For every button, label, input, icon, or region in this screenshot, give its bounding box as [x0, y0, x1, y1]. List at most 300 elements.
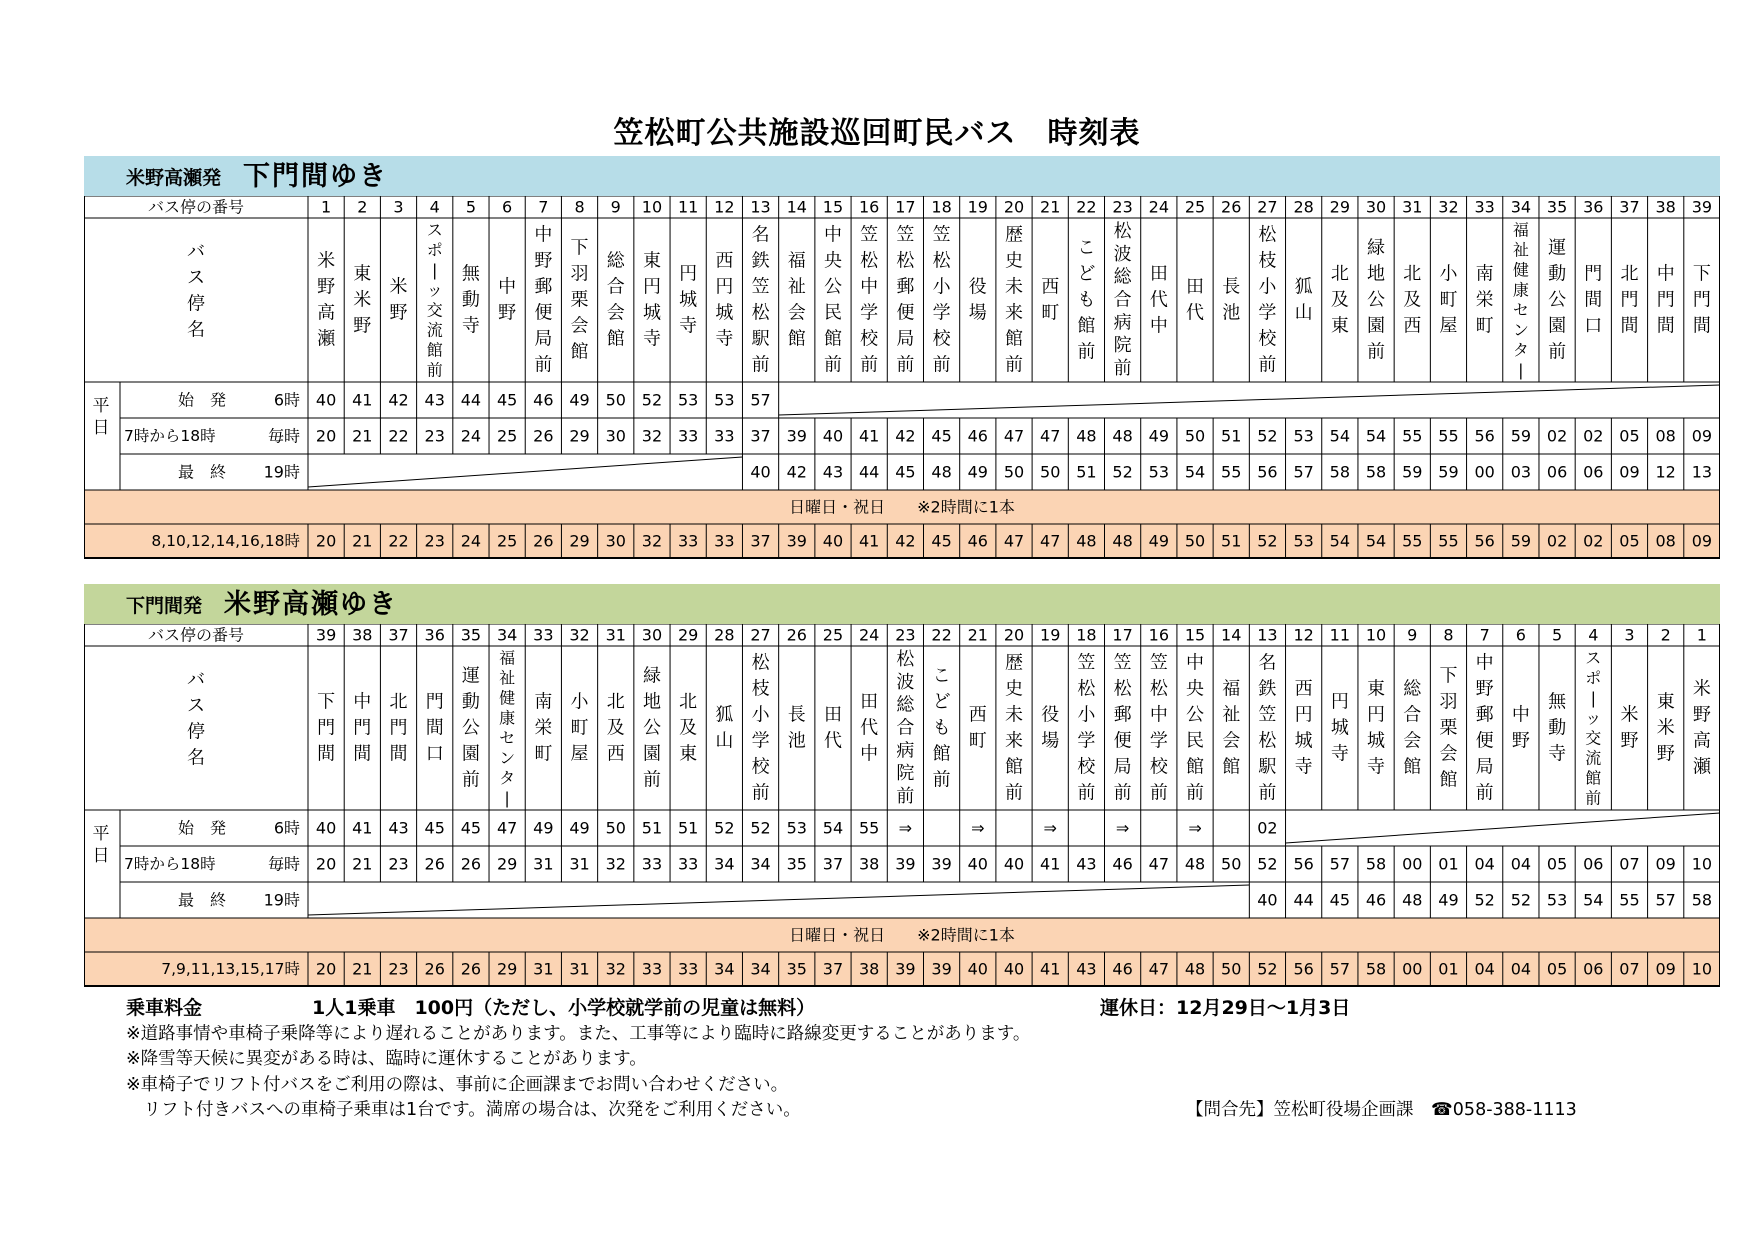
first-bus-time: 42 [388, 390, 409, 410]
holiday-time: 31 [569, 959, 590, 979]
stop-name-char: 松 [896, 250, 915, 272]
holiday-time: 55 [1438, 531, 1459, 551]
stop-name-char: 門 [1584, 263, 1603, 285]
stop-name-char: 校 [751, 756, 770, 778]
stop-name-char: 野 [1656, 743, 1675, 765]
stop-name [1005, 225, 1023, 376]
hourly-time: 47 [1003, 426, 1025, 446]
stop-number: 19 [967, 197, 988, 217]
stop-name-char: 校 [860, 328, 879, 350]
stop-name-char: 中 [1475, 652, 1494, 674]
stop-name-char: 瀬 [317, 328, 336, 350]
last-bus-time: 58 [1691, 890, 1713, 910]
stop-name-char: 下 [1692, 263, 1711, 285]
last-bus-time: 46 [1365, 890, 1387, 910]
stop-number: 36 [1583, 197, 1604, 217]
hourly-time: 58 [1365, 854, 1387, 874]
timetable-grid [84, 624, 1720, 1006]
stop-name-char: 屋 [1439, 315, 1458, 337]
stop-name [1114, 653, 1133, 804]
stop-name-char: 田 [1186, 276, 1205, 298]
stop-name-char: 前 [426, 360, 443, 380]
hourly-time: 41 [858, 426, 880, 446]
stop-name-char: 円 [679, 263, 698, 285]
stop-name-char: 無 [461, 263, 480, 285]
first-bus-time: 50 [605, 390, 626, 410]
first-bus-time: 41 [352, 390, 373, 410]
stop-name-char: 祉 [787, 276, 806, 298]
stop-name-char: 前 [823, 354, 842, 376]
last-bus-label: 最 終 [177, 890, 227, 910]
last-bus-time: 51 [1076, 462, 1097, 482]
stop-name [390, 692, 408, 765]
stop-name [896, 225, 915, 376]
stop-name-char: 長 [787, 704, 806, 726]
stop-name-char: 園 [1548, 315, 1567, 337]
stop-number: 33 [533, 625, 554, 645]
stop-name-char: 館 [1222, 756, 1241, 778]
stop-name-char: 野 [1475, 678, 1494, 700]
stop-number: 20 [1003, 625, 1025, 645]
stop-name [1295, 679, 1313, 778]
stop-name-char: 米 [389, 276, 408, 298]
stop-name-char: 前 [1005, 782, 1023, 804]
stop-name-char: 小 [932, 276, 951, 298]
hourly-time: 04 [1474, 854, 1495, 874]
stop-name-char: 館 [823, 328, 842, 350]
hourly-time: 32 [605, 854, 626, 874]
stop-name-char: 間 [389, 743, 408, 765]
hourly-time: 48 [1076, 426, 1097, 446]
holiday-time: 42 [895, 531, 916, 551]
stop-name-char: 会 [787, 302, 806, 324]
stop-name-char: タ [499, 768, 516, 788]
holiday-time: 01 [1438, 959, 1459, 979]
holiday-time: 45 [931, 531, 952, 551]
stop-name-char: 学 [932, 302, 951, 324]
hourly-time: 56 [1474, 426, 1495, 446]
stop-name-char: 中 [353, 691, 372, 713]
stop-name-char: 緑 [1367, 237, 1386, 259]
stop-name [571, 238, 589, 363]
stop-name-char: 代 [1149, 289, 1168, 311]
stop-name [1186, 653, 1204, 804]
stop-name-char: 合 [1113, 289, 1132, 311]
stop-name-char: 北 [1330, 263, 1349, 285]
holiday-time: 52 [1257, 531, 1278, 551]
last-bus-time: 57 [1655, 890, 1676, 910]
holiday-time: 04 [1474, 959, 1495, 979]
stop-name [1620, 264, 1638, 337]
stop-number: 9 [1407, 625, 1418, 645]
stop-name-char: 東 [353, 263, 372, 285]
stop-name-char: 笠 [860, 224, 879, 246]
stop-name-char: 円 [1294, 704, 1313, 726]
stop-name-char: 健 [499, 688, 516, 708]
stop-name-char: 会 [1222, 730, 1241, 752]
fare-price: 1人1乗車 100円（ただし、小学校就学前の児童は無料） [312, 997, 816, 1019]
first-bus-time: ⇒ [1115, 818, 1130, 838]
holiday-time: 05 [1546, 959, 1568, 979]
hourly-time: 46 [1112, 854, 1133, 874]
route-header-band [84, 156, 1720, 196]
hourly-time: 10 [1691, 854, 1713, 874]
stop-number: 5 [465, 197, 477, 217]
stop-name-char: 城 [1294, 730, 1313, 752]
stop-name-char: 笠 [1113, 652, 1132, 674]
holiday-time: 26 [460, 959, 482, 979]
note-line: リフト付きバスへの車椅子乗車は1台です。満席の場合は、次発をご利用ください。 [126, 1100, 801, 1120]
stop-name-char: 間 [425, 717, 444, 739]
first-bus-time: 55 [858, 818, 880, 838]
stop-name-char: 鉄 [1258, 678, 1277, 700]
stop-name-char: 前 [751, 354, 770, 376]
last-bus-time: 49 [967, 462, 988, 482]
hourly-time: 31 [533, 854, 554, 874]
stop-name-char: 城 [1367, 730, 1386, 752]
hourly-time: 21 [352, 854, 373, 874]
stop-number: 30 [641, 625, 663, 645]
stop-number: 29 [677, 625, 699, 645]
stop-name-label-char: 停 [187, 293, 205, 315]
stop-name-char: ン [499, 748, 516, 768]
last-bus-time: 50 [1040, 462, 1061, 482]
stop-name-char: 院 [1113, 335, 1132, 357]
hourly-time: 46 [967, 426, 988, 446]
stop-name-char: セ [499, 728, 516, 748]
stop-name [752, 653, 771, 804]
stop-number: 8 [574, 197, 585, 217]
stop-number: 31 [605, 625, 626, 645]
stop-name-char: 野 [498, 302, 517, 324]
stop-name-char: 間 [1656, 315, 1675, 337]
stop-name-char: 城 [642, 302, 661, 324]
last-bus-time: 52 [1112, 462, 1133, 482]
hourly-time: 53 [1293, 426, 1314, 446]
last-bus-hour: 19時 [263, 462, 300, 482]
stop-name [643, 666, 661, 791]
stop-number: 8 [1443, 625, 1454, 645]
stop-name [607, 692, 625, 765]
stop-name-char: | [432, 260, 438, 280]
stop-name-char: 祉 [1222, 704, 1241, 726]
contact-info: 【問合先】笠松町役場企画課 ☎058-388-1113 [1186, 1100, 1577, 1120]
holiday-time: 00 [1402, 959, 1423, 979]
holiday-time: 41 [858, 531, 880, 551]
stop-name [715, 251, 733, 350]
stop-name-char: 代 [860, 717, 879, 739]
stop-number: 18 [1076, 625, 1097, 645]
last-bus-time: 59 [1402, 462, 1423, 482]
stop-name-char: 鉄 [751, 250, 770, 272]
stop-name-char: 東 [1330, 315, 1349, 337]
stop-name-char: 小 [1258, 276, 1277, 298]
stop-name [426, 692, 444, 765]
stop-name-char: 米 [353, 289, 372, 311]
stop-name [824, 705, 842, 752]
stop-name-char: 野 [1692, 704, 1711, 726]
holiday-time: 55 [1402, 531, 1423, 551]
stop-name-char: 館 [1077, 315, 1096, 337]
stop-name-char: 栄 [534, 717, 553, 739]
first-bus-time: 43 [424, 390, 445, 410]
stop-name [1693, 264, 1711, 337]
route-section-inbound [84, 584, 1720, 1006]
stop-name-char: 会 [570, 315, 589, 337]
stop-name [1548, 692, 1567, 765]
stop-name-char: 民 [1186, 730, 1205, 752]
stop-name-char: 公 [461, 717, 480, 739]
first-bus-time: ⇒ [898, 818, 913, 838]
stop-name-char: 園 [1367, 315, 1386, 337]
stop-name-char: 校 [1149, 756, 1168, 778]
stop-name-char: 栄 [1475, 289, 1494, 311]
stop-name-char: 病 [1113, 312, 1132, 334]
stop-name-char: 円 [1330, 691, 1349, 713]
stop-name [1439, 264, 1458, 337]
last-bus-time: 45 [1329, 890, 1351, 910]
stop-name-char: 栗 [570, 289, 589, 311]
holiday-time: 26 [533, 531, 554, 551]
stop-name-char: 小 [1439, 263, 1458, 285]
route-origin: 米野高瀬発 [126, 167, 222, 189]
last-bus-time: 48 [931, 462, 952, 482]
stop-name-char: 下 [317, 691, 336, 713]
last-bus-time: 00 [1474, 462, 1495, 482]
stop-name-char: 康 [499, 708, 516, 728]
holiday-time: 58 [1365, 959, 1387, 979]
stop-name-char: 屋 [570, 743, 589, 765]
stop-number: 11 [677, 197, 699, 217]
hourly-time: 23 [424, 426, 445, 446]
hourly-time: 56 [1293, 854, 1314, 874]
last-bus-time: 44 [1293, 890, 1314, 910]
stop-name [1657, 264, 1675, 337]
stop-name-char: 野 [389, 302, 408, 324]
stop-name-char: 校 [1077, 756, 1096, 778]
hourly-time: 49 [1148, 426, 1170, 446]
stop-name-char: 南 [534, 691, 553, 713]
stop-name-char: 未 [1005, 704, 1023, 726]
stop-number: 17 [895, 197, 916, 217]
first-bus-time: 49 [569, 818, 590, 838]
first-bus-time: 52 [641, 390, 663, 410]
stop-name-char: 祉 [1512, 240, 1529, 260]
last-bus-time: 52 [1510, 890, 1532, 910]
hourly-time: 54 [1329, 426, 1351, 446]
stop-name-char: 町 [1041, 302, 1060, 324]
hourly-time: 48 [1184, 854, 1206, 874]
hourly-time: 22 [388, 426, 409, 446]
stop-name-char: 代 [823, 730, 842, 752]
stop-name-char: ス [1585, 648, 1602, 668]
stop-number: 2 [357, 197, 368, 217]
stop-name-char: 寺 [642, 328, 661, 350]
first-bus-time: 45 [460, 818, 482, 838]
last-bus-hour: 19時 [263, 890, 300, 910]
stop-name-char: 門 [1620, 289, 1639, 311]
weekday-label-char: 平 [92, 824, 110, 844]
stop-name-char: 松 [1258, 730, 1277, 752]
last-bus-time: 40 [1257, 890, 1278, 910]
stop-number: 3 [393, 197, 404, 217]
stop-name-char: 流 [426, 320, 443, 340]
stop-name-char: 総 [896, 694, 915, 716]
stop-name-char: 中 [1149, 704, 1168, 726]
holiday-time: 05 [1619, 531, 1640, 551]
stop-name-char: 松 [1113, 678, 1132, 700]
stop-name [1584, 264, 1602, 337]
stop-name-char: 東 [679, 743, 698, 765]
stop-name-char: 波 [1113, 243, 1132, 265]
holiday-time: 48 [1112, 531, 1133, 551]
stop-name-char: 場 [1041, 730, 1060, 752]
stop-number: 36 [424, 625, 445, 645]
stop-name-char: 野 [353, 315, 372, 337]
stop-name-char: 長 [1222, 276, 1241, 298]
stop-name-char: 及 [679, 717, 698, 739]
stop-name [1585, 649, 1601, 808]
stop-name-char: | [1590, 688, 1596, 708]
stop-name-char: 運 [1548, 237, 1567, 259]
hourly-time: 26 [460, 854, 482, 874]
hourly-time: 01 [1438, 854, 1459, 874]
stop-name-char: 松 [751, 652, 770, 674]
stop-name-char: 門 [389, 717, 408, 739]
stop-name-char: 祉 [499, 668, 516, 688]
stop-name-char: 東 [1656, 691, 1675, 713]
holiday-time: 20 [315, 959, 337, 979]
stop-name [1476, 263, 1494, 337]
stop-name-char: 中 [534, 224, 553, 246]
first-bus-time: 40 [315, 818, 337, 838]
stop-name-char: 館 [426, 340, 443, 360]
stop-name-char: 前 [534, 354, 553, 376]
stop-name [1331, 692, 1349, 765]
stop-name-char: 及 [606, 717, 625, 739]
stop-name-char: 及 [1403, 289, 1422, 311]
holiday-time: 51 [1221, 531, 1242, 551]
stop-name-char: 間 [317, 743, 336, 765]
holiday-time: 23 [388, 959, 409, 979]
holiday-time: 43 [1076, 959, 1097, 979]
stop-name-char: 名 [751, 224, 770, 246]
stop-name-char: 狐 [1294, 276, 1313, 298]
stop-name-char: 田 [860, 691, 879, 713]
stop-name [969, 277, 987, 324]
note-line: ※車椅子でリフト付バスをご利用の際は、事前に企画課までお問い合わせください。 [126, 1074, 789, 1095]
stop-number: 32 [569, 625, 590, 645]
stop-name-char: 寺 [679, 315, 698, 337]
hourly-time: 09 [1691, 426, 1713, 446]
route-destination: 米野高瀬ゆき [224, 589, 399, 620]
stop-name [1150, 264, 1168, 337]
stop-name-char: 中 [860, 743, 879, 765]
stop-name-char: 公 [1186, 704, 1205, 726]
stop-name-char: 来 [1005, 730, 1023, 752]
hourly-time: 26 [424, 854, 445, 874]
holiday-time: 37 [750, 531, 771, 551]
hourly-time: 21 [352, 426, 373, 446]
stop-name-char: 下 [1439, 665, 1458, 687]
stop-name-char: 笠 [1077, 652, 1096, 674]
stop-number: 23 [895, 625, 916, 645]
holiday-time: 39 [786, 531, 807, 551]
stop-name-char: タ [1512, 340, 1529, 360]
stop-name-char: 園 [642, 743, 661, 765]
stop-name [1005, 653, 1023, 804]
stop-name-char: 史 [1005, 250, 1023, 272]
stop-name-char: 寺 [461, 315, 480, 337]
first-bus-time: 51 [677, 818, 699, 838]
stop-number: 9 [610, 197, 621, 217]
stop-name-char: 館 [1403, 756, 1422, 778]
stop-number: 39 [1691, 197, 1713, 217]
stop-name-char: ど [1077, 263, 1096, 285]
hourly-time: 37 [750, 426, 771, 446]
stop-name-char: 前 [1149, 782, 1168, 804]
stop-name-char: 波 [896, 671, 915, 693]
stop-name-label-char: ス [187, 267, 205, 289]
stop-number-label: バス停の番号 [147, 197, 245, 217]
stop-name [1403, 679, 1422, 778]
last-bus-label: 最 終 [177, 462, 227, 482]
stop-number: 16 [1148, 625, 1170, 645]
stop-name-char: 無 [1548, 691, 1567, 713]
holiday-hours-label: 8,10,12,14,16,18時 [151, 532, 300, 550]
stop-name [462, 666, 480, 791]
stop-name [824, 225, 842, 376]
hourly-time: 50 [1184, 426, 1206, 446]
hourly-time: 02 [1546, 426, 1568, 446]
stop-number: 17 [1112, 625, 1133, 645]
stop-name-char: 交 [1585, 728, 1602, 748]
hourly-time: 29 [569, 426, 590, 446]
stop-name-char: ッ [426, 280, 443, 300]
stop-name-char: 前 [1113, 782, 1132, 804]
stop-name [607, 251, 626, 350]
stop-number: 26 [786, 625, 807, 645]
stop-name [1077, 653, 1096, 804]
stop-number: 34 [496, 625, 518, 645]
last-bus-time: 48 [1402, 890, 1423, 910]
stop-name-char: 福 [787, 250, 806, 272]
last-bus-time: 56 [1257, 462, 1278, 482]
stop-name-char: 館 [1005, 328, 1023, 350]
stop-name-label-char: バ [187, 241, 205, 263]
first-bus-time: 44 [460, 390, 482, 410]
stop-name [1257, 653, 1277, 804]
stop-name [679, 264, 697, 337]
stop-name-char: 名 [1258, 652, 1277, 674]
stop-name-char: 前 [932, 769, 951, 791]
holiday-time: 48 [1184, 959, 1206, 979]
holiday-time: 32 [641, 531, 663, 551]
stop-name-char: 野 [1511, 730, 1530, 752]
first-bus-time: 54 [822, 818, 844, 838]
holiday-time: 10 [1691, 959, 1713, 979]
stop-number: 38 [1655, 197, 1676, 217]
last-bus-time: 58 [1365, 462, 1387, 482]
hourly-time: 25 [496, 426, 518, 446]
holiday-time: 20 [315, 531, 337, 551]
stop-name-char: 動 [1548, 717, 1567, 739]
stop-name-char: 中 [860, 276, 879, 298]
stop-name-char: 地 [642, 691, 661, 713]
stop-name-char: 田 [823, 704, 842, 726]
holiday-time: 56 [1474, 531, 1495, 551]
holiday-time: 52 [1257, 959, 1278, 979]
